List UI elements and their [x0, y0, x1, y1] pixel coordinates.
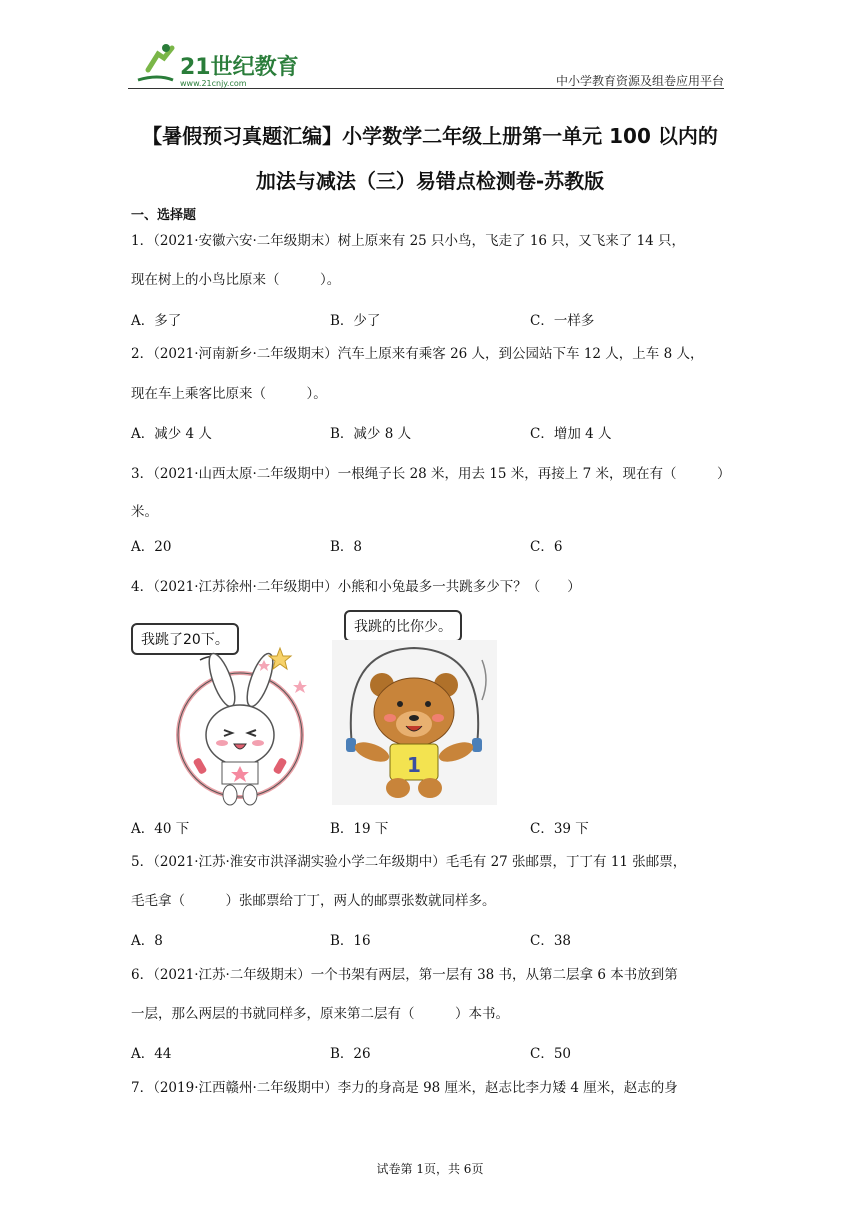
question-6-option-c[interactable]: C．50	[530, 1046, 572, 1062]
question-1-line-2: 现在树上的小鸟比原来（ ）。	[131, 272, 341, 288]
question-6-line-2: 一层，那么两层的书就同样多，原来第二层有（ ）本书。	[131, 1006, 509, 1022]
question-5-line-1: 5．（2021·江苏·淮安市洪泽湖实验小学二年级期中）毛毛有 27 张邮票，丁丁有 11 张邮票，	[131, 854, 687, 870]
question-3-option-b[interactable]: B．8	[330, 539, 363, 555]
logo-text: 21世纪教育	[180, 55, 298, 80]
question-6-option-b[interactable]: B．26	[330, 1046, 371, 1062]
title-line-2: 加法与减法（三）易错点检测卷-苏教版	[255, 169, 605, 193]
rabbit-illustration	[160, 640, 320, 810]
question-7-line-1: 7．（2019·江西赣州·二年级期中）李力的身高是 98 厘米，赵志比李力矮 4 厘米，赵志的身	[131, 1080, 678, 1096]
bear-illustration	[332, 640, 497, 805]
question-2-line-1: 2．（2021·河南新乡·二年级期末）汽车上原来有乘客 26 人，到公园站下车 12 人，上车 8 人，	[131, 346, 704, 362]
question-3-line-2: 米。	[131, 504, 158, 520]
question-1-line-1: 1．（2021·安徽六安·二年级期末）树上原来有 25 只小鸟，飞走了 16 只，又飞来了 14 只，	[131, 233, 686, 249]
question-4-option-c[interactable]: C．39 下	[530, 821, 589, 837]
platform-name: 中小学教育资源及组卷应用平台	[555, 74, 724, 88]
bear-speech-bubble: 我跳的比你少。	[344, 610, 462, 642]
question-5-option-b[interactable]: B．16	[330, 933, 371, 949]
logo-url: www.21cnjy.com	[180, 79, 247, 88]
rabbit-speech-bubble: 我跳了20下。	[131, 623, 239, 655]
question-6-option-a[interactable]: A．44	[131, 1046, 172, 1062]
question-2-line-2: 现在车上乘客比原来（ ）。	[131, 386, 327, 402]
question-3-line-1: 3．（2021·山西太原·二年级期中）一根绳子长 28 米，用去 15 米，再接上 7 米，现在有（ ）	[131, 466, 731, 482]
title-line-1: 【暑假预习真题汇编】小学数学二年级上册第一单元 100 以内的	[142, 124, 718, 148]
question-2-option-a[interactable]: A．减少 4 人	[131, 426, 212, 442]
question-2-option-b[interactable]: B．减少 8 人	[330, 426, 412, 442]
question-5-option-c[interactable]: C．38	[530, 933, 572, 949]
question-1-option-c[interactable]: C．一样多	[530, 313, 595, 329]
question-5-option-a[interactable]: A．8	[131, 933, 163, 949]
question-5-line-2: 毛毛拿（ ）张邮票给丁丁，两人的邮票张数就同样多。	[131, 893, 496, 909]
question-1-option-b[interactable]: B．少了	[330, 313, 381, 329]
logo	[128, 40, 298, 90]
page-footer: 试卷第 1页，共 6页	[376, 1162, 484, 1176]
section-heading: 一、选择题	[131, 208, 197, 223]
question-1-option-a[interactable]: A．多了	[131, 313, 182, 329]
jersey-number: 1	[407, 753, 421, 777]
question-2-option-c[interactable]: C．增加 4 人	[530, 426, 612, 442]
question-4-line-1: 4．（2021·江苏徐州·二年级期中）小熊和小兔最多一共跳多少下？（ ）	[131, 579, 581, 595]
question-6-line-1: 6．（2021·江苏·二年级期末）一个书架有两层，第一层有 38 书，从第二层拿 6 本书放到第	[131, 967, 678, 983]
question-3-option-a[interactable]: A．20	[131, 539, 172, 555]
question-3-option-c[interactable]: C．6	[530, 539, 563, 555]
header-divider	[128, 88, 724, 89]
question-4-option-b[interactable]: B．19 下	[330, 821, 389, 837]
question-4-option-a[interactable]: A．40 下	[131, 821, 190, 837]
